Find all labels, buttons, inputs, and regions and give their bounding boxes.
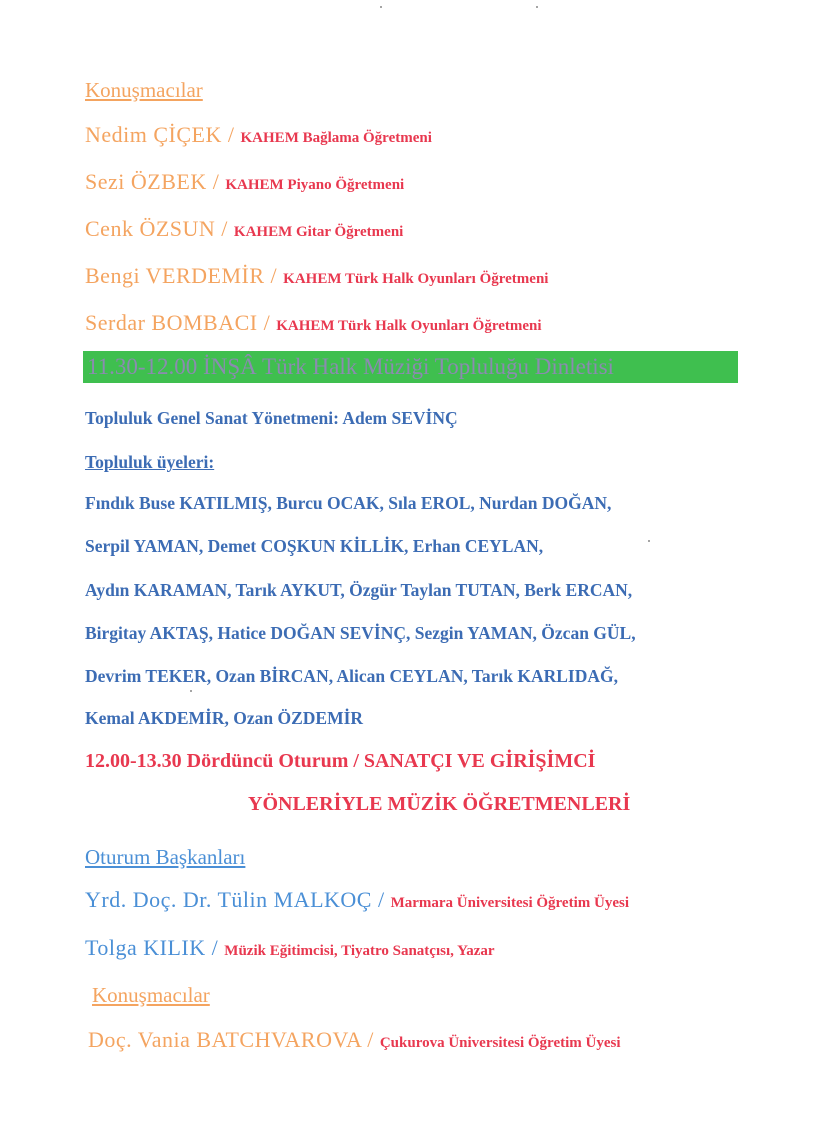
members-line: Birgitay AKTAŞ, Hatice DOĞAN SEVİNÇ, Sezgin YAMAN, Özcan GÜL, [85,623,636,643]
chair-role: Müzik Eğitimcisi, Tiyatro Sanatçısı, Yazar [224,943,495,959]
scan-speck [648,540,650,542]
session-band-title: 11.30-12.00 İNŞÂ Türk Halk Müziği Topluluğu Dinletisi [87,354,614,379]
scan-speck [380,6,382,8]
session-highlight-band [83,351,738,383]
chair-row [85,935,495,961]
separator: / [371,887,391,912]
speaker-name: Doç. Vania BATCHVAROVA [88,1027,362,1052]
speaker-role: KAHEM Piyano Öğretmeni [225,177,405,193]
speaker-role: KAHEM Gitar Öğretmeni [233,224,404,240]
separator: / [215,216,234,241]
members-heading: Topluluk üyeleri: [85,452,215,472]
speaker-name: Serdar BOMBACI [85,310,258,335]
chair-name: Yrd. Doç. Dr. Tülin MALKOÇ [85,887,372,912]
speaker-name: Nedim ÇİÇEK [85,122,222,147]
chair-name: Tolga KILIK [85,935,206,960]
speaker-role: KAHEM Bağlama Öğretmeni [240,130,432,146]
members-line: Kemal AKDEMİR, Ozan ÖZDEMİR [85,708,364,728]
speaker-row [85,263,548,289]
session-title-line-1: 12.00-13.30 Dördüncü Oturum / SANATÇI VE GİRİŞİMCİ [85,750,596,772]
speaker-row [85,310,542,336]
speaker-name: Sezi ÖZBEK [85,169,207,194]
chair-row [85,887,629,913]
separator: / [257,310,277,335]
speaker-row [85,169,404,195]
speakers-heading: Konuşmacılar [92,983,210,1007]
members-line: Serpil YAMAN, Demet COŞKUN KİLLİK, Erhan CEYLAN, [85,536,544,556]
chair-role: Marmara Üniversitesi Öğretim Üyesi [390,895,629,911]
speaker-role: Çukurova Üniversitesi Öğretim Üyesi [379,1035,621,1051]
speaker-row [85,216,403,242]
speaker-row [88,1027,621,1053]
separator: / [221,122,241,147]
members-line: Fındık Buse KATILMIŞ, Burcu OCAK, Sıla EROL, Nurdan DOĞAN, [85,493,612,513]
separator: / [264,263,284,288]
director-line: Topluluk Genel Sanat Yönetmeni: Adem SEVİNÇ [85,408,458,428]
speaker-name: Bengi VERDEMİR [85,263,265,288]
separator: / [361,1027,380,1052]
members-line: Aydın KARAMAN, Tarık AYKUT, Özgür Taylan TUTAN, Berk ERCAN, [85,580,633,600]
speakers-heading: Konuşmacılar [85,78,203,102]
members-line: Devrim TEKER, Ozan BİRCAN, Alican CEYLAN, Tarık KARLIDAĞ, [85,666,618,686]
separator: / [205,935,225,960]
speaker-row [85,122,432,148]
scan-speck [190,690,192,692]
speaker-role: KAHEM Türk Halk Oyunları Öğretmeni [283,271,549,287]
speaker-name: Cenk ÖZSUN [85,216,216,241]
chairs-heading: Oturum Başkanları [85,845,246,869]
session-title-line-2: YÖNLERİYLE MÜZİK ÖĞRETMENLERİ [248,793,631,815]
separator: / [206,169,226,194]
scan-speck [536,6,538,8]
speaker-role: KAHEM Türk Halk Oyunları Öğretmeni [276,318,542,334]
